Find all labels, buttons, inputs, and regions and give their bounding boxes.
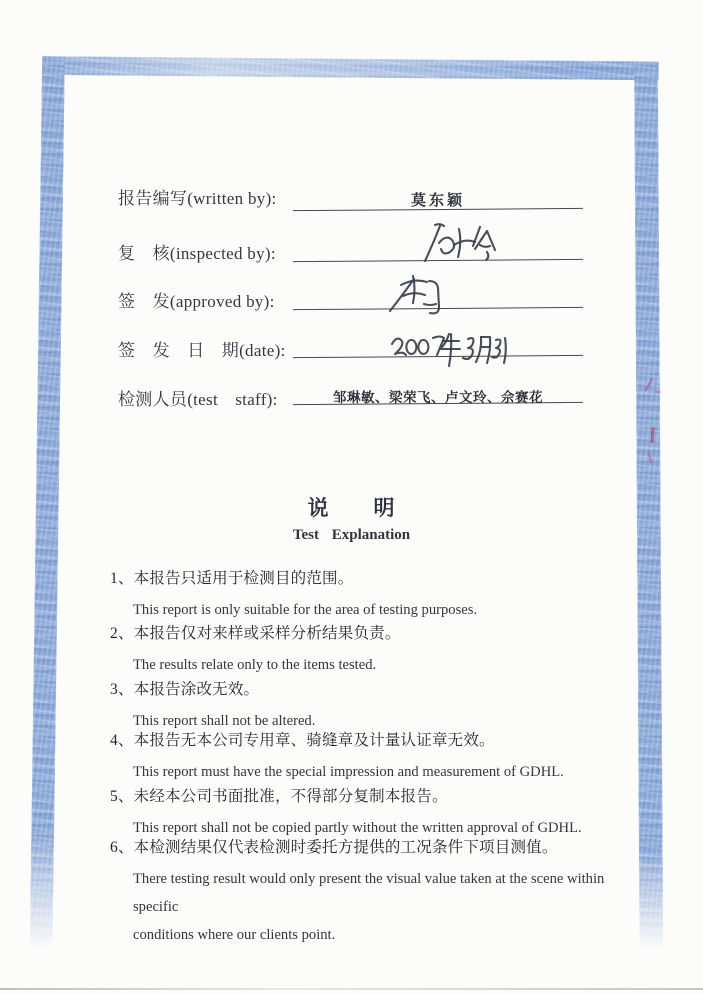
scanner-artifact-line	[0, 988, 703, 990]
explanation-item	[110, 679, 658, 735]
explanation-item-en	[110, 865, 638, 949]
explanation-item-en: This report must have the special impression and measurement of GDHL.	[133, 764, 564, 780]
explanation-item-zh: 3、本报告涂改无效。	[110, 681, 260, 698]
approved-by-label: 签 发(approved by):	[118, 292, 275, 311]
explanation-item-zh: 1、本报告只适用于检测目的范围。	[110, 570, 354, 587]
explanation-item-zh: 5、未经本公司书面批准，不得部分复制本报告。	[110, 788, 448, 805]
inspected-by-label: 复 核(inspected by):	[118, 244, 276, 263]
explanation-item-zh: 2、本报告仅对来样或采样分析结果负责。	[110, 625, 401, 642]
border-scroll-pattern-top	[42, 75, 659, 92]
section-title-en: Test Explanation	[292, 527, 411, 543]
explanation-item-en-line: There testing result would only present the visual value taken at the scene within specific	[133, 871, 605, 915]
explanation-item-en-line: conditions where our clients point.	[133, 927, 336, 943]
explanation-item-en: This report shall not be altered.	[133, 713, 316, 729]
approved-by-signature	[387, 271, 453, 323]
red-ink-bleed-mark	[655, 391, 661, 393]
explanation-item	[110, 786, 658, 842]
test-staff-value: 邹琳敏、梁荣飞、卢文玲、佘赛花	[333, 390, 543, 405]
issue-date-handwriting	[388, 328, 508, 372]
explanation-item	[110, 730, 658, 786]
section-title-zh: 说 明	[307, 496, 396, 520]
issue-date-label: 签 发 日 期(date):	[118, 341, 286, 360]
inspected-by-signature	[419, 219, 505, 263]
border-band-top	[42, 56, 659, 80]
explanation-item-en: The results relate only to the items tested.	[133, 657, 377, 673]
explanation-item	[110, 568, 658, 624]
written-by-value: 莫东颖	[410, 193, 465, 209]
written-by-label: 报告编写(written by):	[118, 189, 277, 208]
test-staff-label: 检测人员(test staff):	[118, 390, 278, 409]
explanation-item-en: This report is only suitable for the area of testing purposes.	[133, 602, 478, 618]
explanation-item-zh: 6、本检测结果仅代表检测时委托方提供的工况条件下项目测值。	[110, 839, 558, 856]
explanation-item	[110, 837, 658, 949]
explanation-item-zh: 4、本报告无本公司专用章、骑缝章及计量认证章无效。	[110, 732, 495, 749]
explanation-item	[110, 623, 658, 679]
explanation-item-en: This report shall not be copied partly without the written approval of GDHL.	[133, 820, 582, 836]
